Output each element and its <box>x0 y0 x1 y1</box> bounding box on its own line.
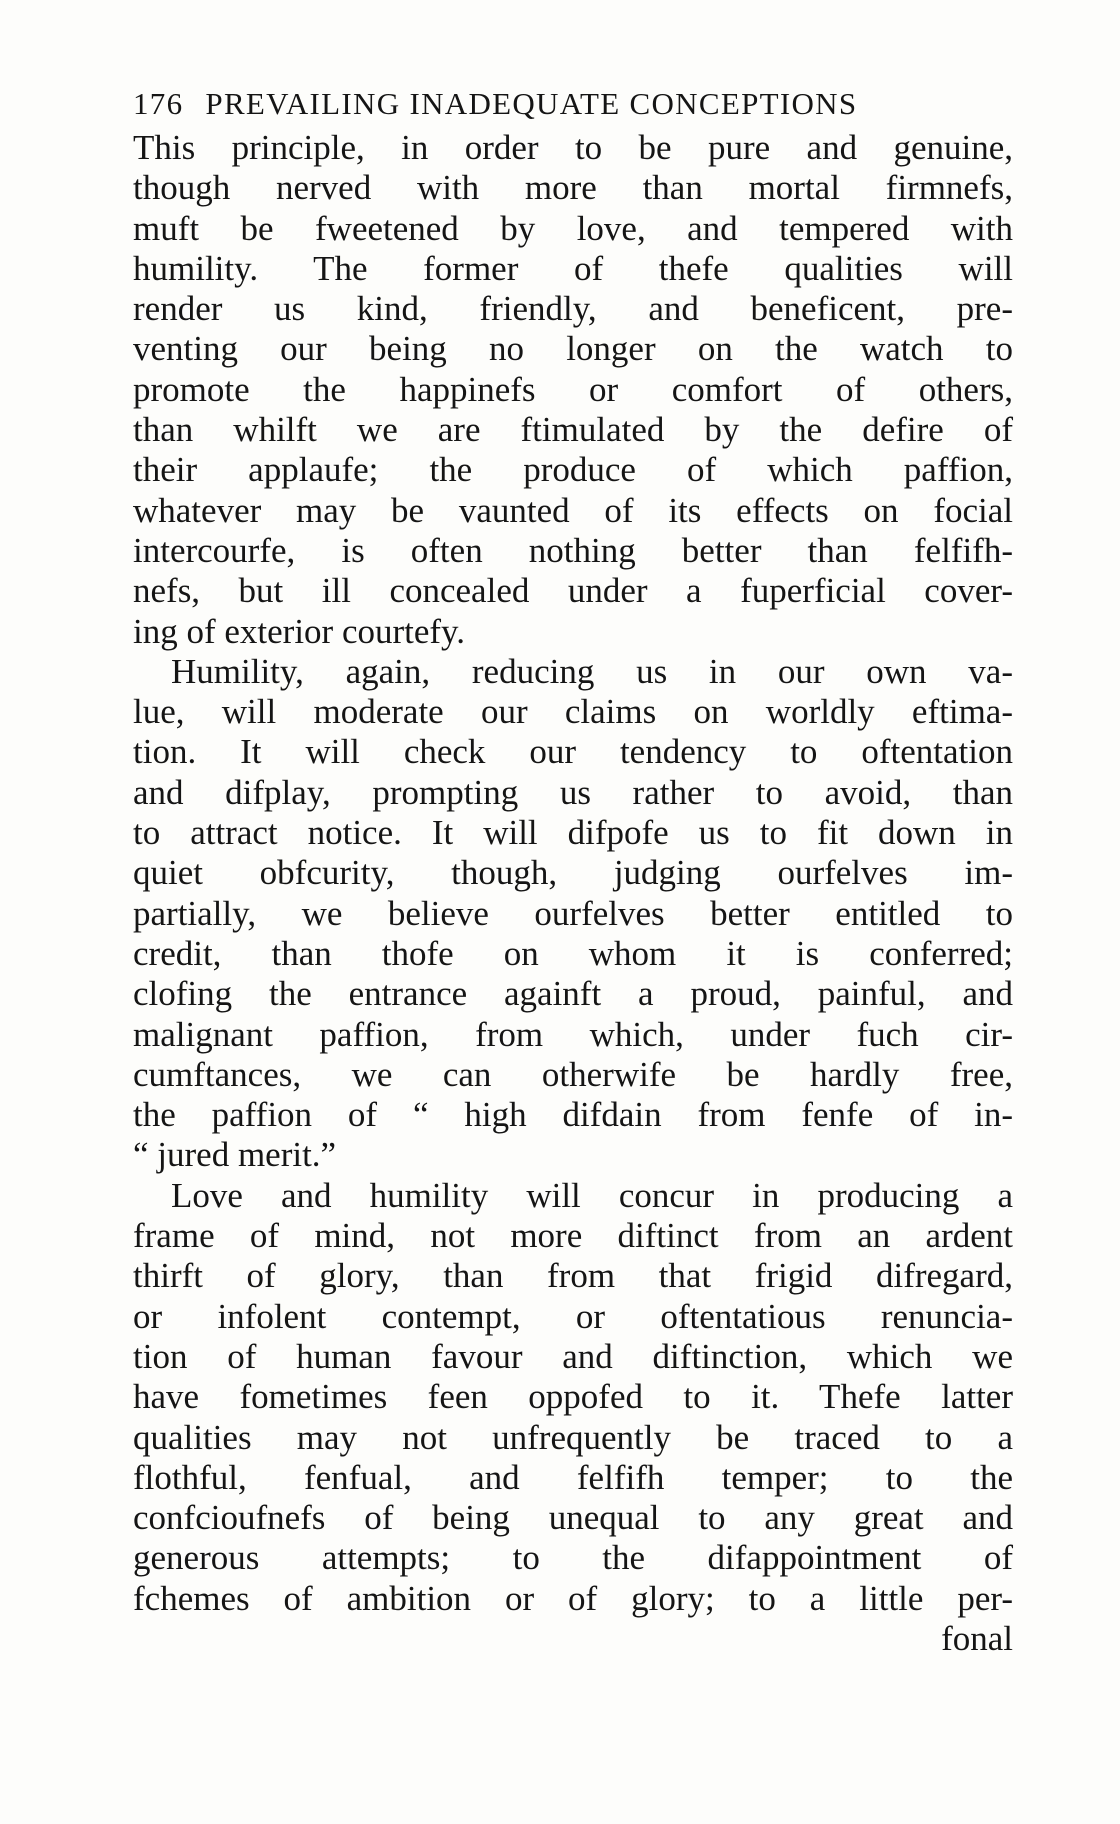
text-line: nefs, but ill concealed under a fuperficial cover- <box>133 571 1013 611</box>
text-line: their applaufe; the produce of which paffion, <box>133 450 1013 490</box>
text-line: intercourfe, is often nothing better than felfifh- <box>133 530 1013 570</box>
running-title: PREVAILING INADEQUATE CONCEPTIONS <box>205 86 858 121</box>
text-line: render us kind, friendly, and beneficent, pre- <box>133 289 1013 329</box>
text-line: generous attempts; to the difappointment of <box>133 1538 1013 1578</box>
text-line: humility. The former of thefe qualities will <box>133 248 1013 288</box>
text-line: partially, we believe ourfelves better entitled to <box>133 893 1013 933</box>
text-line: flothful, fenfual, and felfifh temper; to the <box>133 1457 1013 1497</box>
text-line: to attract notice. It will difpofe us to fit down in <box>133 813 1013 853</box>
text-line: Humility, again, reducing us in our own va- <box>171 651 1013 691</box>
text-line: fchemes of ambition or of glory; to a little per- <box>133 1578 1013 1618</box>
text-line: Love and humility will concur in producing a <box>171 1175 1013 1215</box>
text-line: have fometimes feen oppofed to it. Thefe latter <box>133 1377 1013 1417</box>
catchword: fonal <box>941 1618 1013 1658</box>
page-number: 176 <box>133 86 184 121</box>
running-head <box>133 84 1013 124</box>
text-line: though nerved with more than mortal firmnefs, <box>133 168 1013 208</box>
text-line: than whilft we are ftimulated by the defire of <box>133 410 1013 450</box>
body-text <box>133 128 1013 1659</box>
text-line: and difplay, prompting us rather to avoid, than <box>133 772 1013 812</box>
text-line: the paffion of “ high difdain from fenfe of in- <box>133 1095 1013 1135</box>
text-line: frame of mind, not more diftinct from an ardent <box>133 1216 1013 1256</box>
text-line: promote the happinefs or comfort of others, <box>133 369 1013 409</box>
text-line: or infolent contempt, or oftentatious renuncia- <box>133 1296 1013 1336</box>
text-line: tion of human favour and diftinction, which we <box>133 1336 1013 1376</box>
text-line: muft be fweetened by love, and tempered with <box>133 208 1013 248</box>
text-line: ing of exterior courtefy. <box>133 611 466 651</box>
text-line: clofing the entrance againft a proud, painful, and <box>133 974 1013 1014</box>
text-line: This principle, in order to be pure and genuine, <box>133 128 1013 167</box>
text-line: “ jured merit.” <box>133 1135 337 1175</box>
text-line: lue, will moderate our claims on worldly eftima- <box>133 692 1013 732</box>
text-line: whatever may be vaunted of its effects on focial <box>133 490 1013 530</box>
text-line: confcioufnefs of being unequal to any great and <box>133 1498 1013 1538</box>
text-line: malignant paffion, from which, under fuch cir- <box>133 1014 1013 1054</box>
text-line: thirft of glory, than from that frigid difregard, <box>133 1256 1013 1296</box>
text-line: cumftances, we can otherwife be hardly free, <box>133 1054 1013 1094</box>
text-line: credit, than thofe on whom it is conferred; <box>133 933 1013 973</box>
text-line: qualities may not unfrequently be traced to a <box>133 1417 1013 1457</box>
text-line: venting our being no longer on the watch to <box>133 329 1013 369</box>
text-line: quiet obfcurity, though, judging ourfelves im- <box>133 853 1013 893</box>
text-line: tion. It will check our tendency to oftentation <box>133 732 1013 772</box>
